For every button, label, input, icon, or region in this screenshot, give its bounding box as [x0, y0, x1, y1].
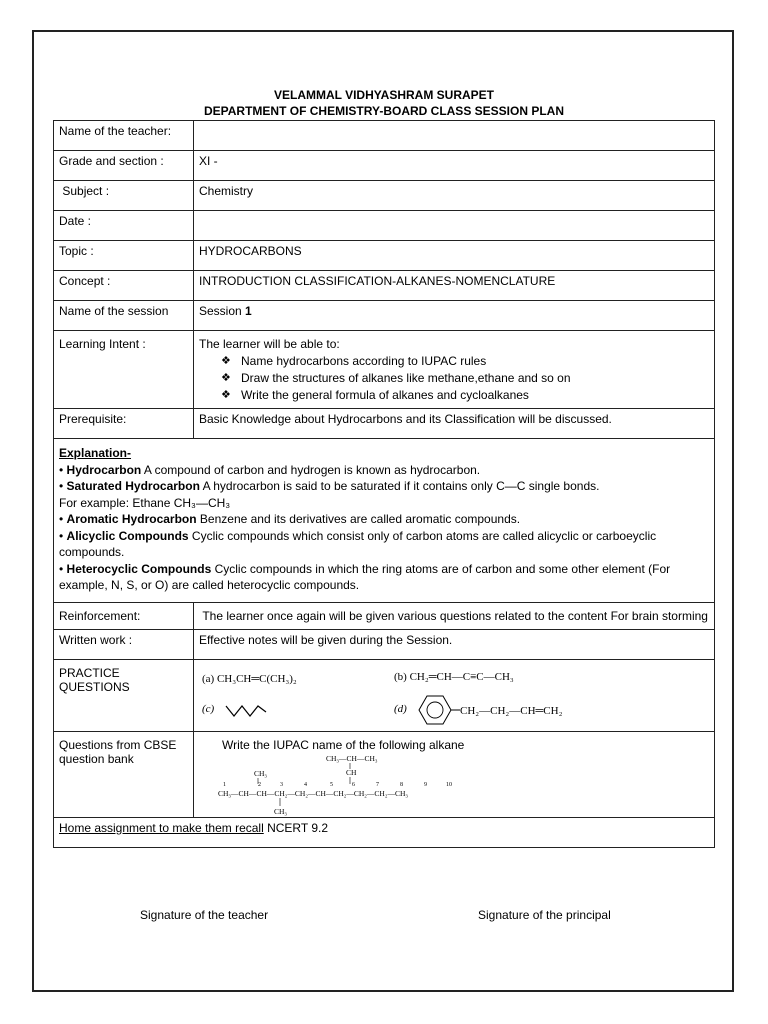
- branch-c2: CH₃: [254, 768, 268, 778]
- carbon-number: 9: [424, 781, 427, 788]
- row-date: [54, 211, 715, 241]
- home-value: NCERT 9.2: [263, 820, 328, 835]
- carbon-number: 8: [400, 781, 403, 788]
- main-chain: CH₃—CH—CH—CH₂—CH₂—CH—CH₂—CH₂—CH₂—CH₃: [218, 788, 408, 798]
- cbse-label: Questions from CBSE question bank: [54, 731, 194, 817]
- cbse-cell: [194, 731, 715, 817]
- intent-intro: The learner will be able to:: [199, 337, 340, 351]
- session-value: Session 1: [194, 301, 715, 331]
- row-explanation: [54, 439, 715, 603]
- intent-item: ❖ Draw the structures of alkanes like methane,ethane and so on: [221, 370, 709, 387]
- row-reinforcement: [54, 602, 715, 629]
- written-value: Effective notes will be given during the Session.: [194, 629, 715, 659]
- principal-signature-label: Signature of the principal: [478, 908, 611, 922]
- row-concept: [54, 271, 715, 301]
- row-cbse: [54, 731, 715, 817]
- carbon-number: 1: [223, 781, 226, 788]
- explanation-item: • Alicyclic Compounds Cyclic compounds which consist only of carbon atoms are called alicyclic or carboeyclic compounds.: [59, 528, 657, 559]
- reinforcement-label: Reinforcement:: [54, 602, 194, 629]
- date-value: [194, 211, 715, 241]
- practice-cell: [194, 659, 715, 731]
- written-label: Written work :: [54, 629, 194, 659]
- session-plan-table: [53, 120, 715, 848]
- subject-label: Subject :: [54, 181, 194, 211]
- teacher-value: [194, 121, 715, 151]
- row-session: [54, 301, 715, 331]
- top-ch: CH: [346, 767, 357, 777]
- intent-list: [199, 353, 709, 404]
- home-label: Home assignment to make them recall: [59, 820, 264, 835]
- session-label: Name of the session: [54, 301, 194, 331]
- concept-value: INTRODUCTION CLASSIFICATION-ALKANES-NOMENCLATURE: [194, 271, 715, 301]
- row-prerequisite: [54, 409, 715, 439]
- reinforcement-value: The learner once again will be given various questions related to the content For brain storming: [194, 602, 715, 629]
- topic-label: Topic :: [54, 241, 194, 271]
- row-topic: [54, 241, 715, 271]
- explanation-item: For example: Ethane CH₃—CH₃: [59, 495, 231, 510]
- formula-a: (a) CH₃CH═C(CH₃)₂: [202, 672, 297, 685]
- date-label: Date :: [54, 211, 194, 241]
- explanation-item: • Hydrocarbon A compound of carbon and hydrogen is known as hydrocarbon.: [59, 462, 481, 477]
- department-title: DEPARTMENT OF CHEMISTRY-BOARD CLASS SESSION PLAN: [203, 104, 565, 118]
- practice-formulas: [194, 660, 714, 728]
- intent-label: Learning Intent :: [54, 331, 194, 409]
- intent-value: [194, 331, 715, 409]
- alkane-structure: [218, 754, 518, 824]
- cbse-question: Write the IUPAC name of the following alkane: [222, 737, 465, 752]
- teacher-signature-label: Signature of the teacher: [140, 908, 269, 922]
- explanation-item: • Saturated Hydrocarbon A hydrocarbon is said to be saturated if it contains only C—C single bonds.: [59, 479, 600, 493]
- row-subject: [54, 181, 715, 211]
- subject-value: Chemistry: [194, 181, 715, 211]
- carbon-number: 4: [304, 781, 307, 788]
- school-name: VELAMMAL VIDHYASHRAM SURAPET: [273, 88, 495, 102]
- topic-value: HYDROCARBONS: [194, 241, 715, 271]
- formula-d-chain: CH₂—CH₂—CH═CH₂: [460, 704, 563, 717]
- explanation-item: • Heterocyclic Compounds Cyclic compounds in which the ring atoms are of carbon and some other element (For example, N, S, or O) are called heterocyclic compounds.: [59, 561, 671, 592]
- formula-b: (b) CH₂═CH—C≡C—CH₃: [394, 670, 514, 683]
- explanation-title: Explanation-: [59, 446, 132, 460]
- top-branch: CH₃—CH—CH₃: [326, 753, 378, 763]
- benzene-ring-icon: [419, 696, 451, 724]
- intent-item: ❖ Write the general formula of alkanes and cycloalkanes: [221, 387, 709, 404]
- grade-value: XI -: [194, 151, 715, 181]
- session-number: 1: [245, 304, 252, 318]
- intent-item: ❖ Name hydrocarbons according to IUPAC rules: [221, 353, 709, 370]
- benzene-circle-icon: [427, 702, 443, 718]
- carbon-number: 10: [446, 781, 452, 788]
- carbon-number: 5: [330, 781, 333, 788]
- concept-label: Concept :: [54, 271, 194, 301]
- row-written-work: [54, 629, 715, 659]
- formula-c-label: (c): [202, 702, 215, 715]
- carbon-number: 3: [280, 781, 283, 788]
- explanation-cell: [54, 439, 715, 603]
- formula-d-label: (d): [394, 702, 407, 715]
- carbon-number: 2: [258, 781, 261, 788]
- row-practice: [54, 659, 715, 731]
- row-learning-intent: [54, 331, 715, 409]
- teacher-label: Name of the teacher:: [54, 121, 194, 151]
- carbon-number: 6: [352, 781, 355, 788]
- row-grade: [54, 151, 715, 181]
- practice-label: PRACTICE QUESTIONS: [54, 659, 194, 731]
- diene-skeletal-icon: [226, 706, 266, 716]
- explanation-item: • Aromatic Hydrocarbon Benzene and its derivatives are called aromatic compounds.: [59, 512, 521, 526]
- prerequisite-label: Prerequisite:: [54, 409, 194, 439]
- branch-c3: CH₃: [274, 806, 288, 816]
- grade-label: Grade and section :: [54, 151, 194, 181]
- row-teacher: [54, 121, 715, 151]
- prerequisite-value: Basic Knowledge about Hydrocarbons and its Classification will be discussed.: [194, 409, 715, 439]
- carbon-number: 7: [376, 781, 379, 788]
